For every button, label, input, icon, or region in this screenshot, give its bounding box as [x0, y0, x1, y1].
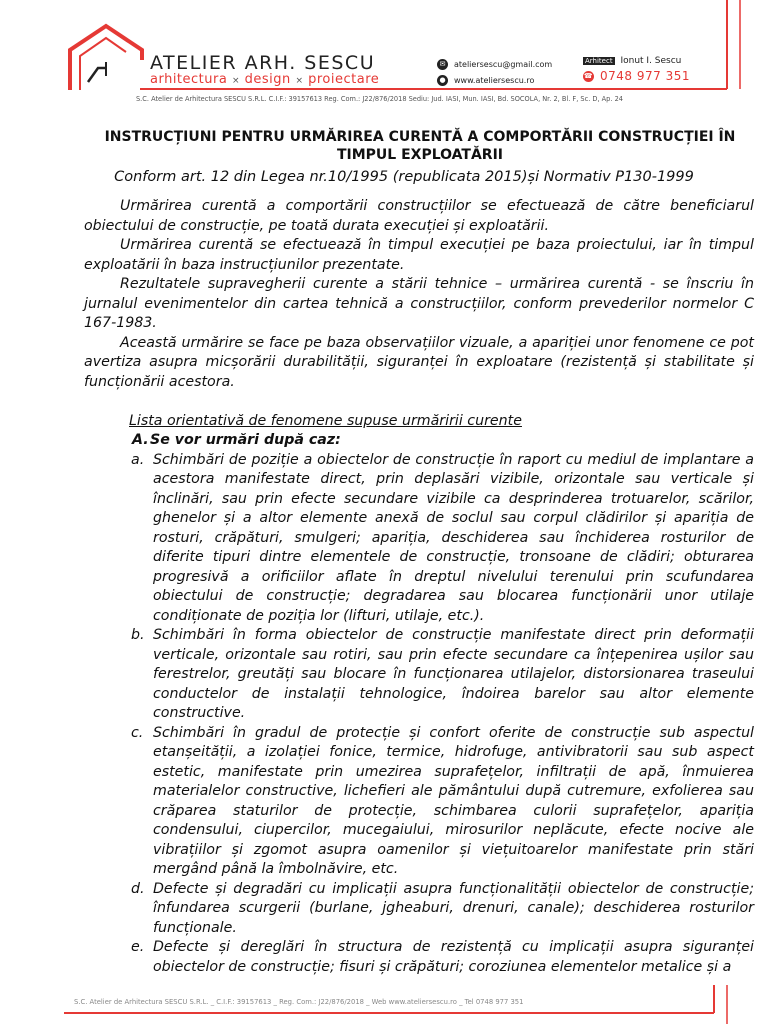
globe-icon: ●	[437, 75, 448, 86]
list-item	[84, 938, 754, 977]
list-item	[84, 880, 754, 939]
phone-icon: ☎	[583, 72, 594, 80]
paragraph: Rezultatele supravegherii curente a stării tehnice – urmărirea curentă - se înscriu în jurnalul evenimentelor din cartea tehnică a construcțiilor, conform prevederilor normelor C 167-1983.	[84, 276, 754, 331]
list-marker: d.	[131, 880, 145, 897]
tagline-architecture: arhitectura	[150, 72, 228, 87]
list-marker: e.	[131, 939, 145, 955]
company-info: S.C. Atelier de Arhitectura SESCU S.R.L. C.I.F.: 39157613 Reg. Com.: J22/876/2018 Sediu: Jud. IASI, Mun. IASI, Bd. SOCOLA, Nr. 2, Bl. F, Sc. D, Ap. 24	[136, 95, 623, 103]
list-item	[84, 626, 754, 724]
list-item	[84, 451, 754, 627]
footer-info: S.C. Atelier de Arhitectura SESCU S.R.L. _ C.I.F.: 39157613 _ Reg. Com.: J22/876/2018 _ Web www.ateliersescu.ro _ Tel 0748 977 351	[74, 998, 524, 1006]
list-item-text: Defecte și dereglări în structura de rezistență cu implicații asupra siguranței obiectelor de construcție; fisuri și crăpături; coroziunea elementelor metalice și a	[153, 939, 754, 975]
section-label: Se vor urmări după caz:	[150, 432, 341, 448]
house-logo-icon	[66, 22, 156, 92]
document-subtitle: Conform art. 12 din Legea nr.10/1995 (republicata 2015)și Normativ P130-1999	[114, 169, 694, 185]
list-marker: c.	[131, 724, 144, 741]
document-title	[100, 128, 740, 164]
tagline-proiectare: proiectare	[308, 72, 380, 87]
tagline-design: design	[244, 72, 291, 87]
email-icon: ✉	[437, 59, 448, 70]
list-item-text: Schimbări de poziție a obiectelor de construcție în raport cu mediul de implantare a acestora manifestate direct, prin deplasări vizibile, orizontale sau verticale și înclinări, sau prin efecte secundare vizibile ca desprinderea trotuarelor, scărilor, ghenelor și a altor elemente anexă de soclul sau corpul clădirilor și apariția de rosturi, crăpături, smulgeri; apariția, deschiderea sau închiderea rosturilor de diferite tipuri dintre elementele de construcție, tronsoane de clădiri; obturarea progresivă a orificiilor aflate în dreptul nivelului terenului prin scufundarea obiectului de construcție; degradarea sau blocarea funcționării unor utilaje condiționate de poziția lor (lifturi, utilaje, etc.).	[153, 451, 754, 624]
list-item-text: Schimbări în forma obiectelor de construcție manifestate direct prin deformații verticale, orizontale sau rotiri, sau prin efecte secundare ca înțepenirea ușilor sau ferestrelor, greutăți sau blocare în funcționarea utilajelor, distorsionarea traseului conductelor de instalații tehnologice, îndoirea barelor sau altor elemente constructive.	[153, 627, 754, 721]
paragraph: Urmărirea curentă a comportării construcțiilor se efectuează de către beneficiarul obiectului de construcție, pe toată durata execuției și exploatării.	[84, 198, 754, 234]
phone-row	[583, 69, 690, 83]
section-marker: A.	[132, 432, 149, 448]
architect-name: Ionut I. Sescu	[620, 56, 682, 66]
title-line-1: INSTRUCȚIUNI PENTRU URMĂRIREA CURENTĂ A COMPORTĂRII CONSTRUCȚIEI ÎN	[104, 129, 736, 145]
paragraph: Această urmărire se face pe baza observațiilor vizuale, a apariției unor fenomene ce pot avertiza asupra micșorării durabilității, siguranței în exploatare (rezistență și stabilitate și funcționării acestora.	[84, 334, 754, 390]
list-marker: a.	[131, 451, 145, 468]
website-row	[437, 72, 552, 88]
section-a	[84, 431, 754, 451]
document-body	[84, 197, 754, 977]
title-line-2: TIMPUL EXPLOATĂRII	[336, 147, 503, 163]
phone-text: 0748 977 351	[600, 69, 690, 83]
brand-block	[150, 52, 379, 87]
website-text: www.ateliersescu.ro	[454, 75, 535, 85]
brand-name: ATELIER ARH. SESCU	[150, 52, 376, 74]
brand-tagline	[150, 72, 379, 87]
list-marker: b.	[131, 627, 145, 643]
list-heading: Lista orientativă de fenomene supuse urmăririi curente	[129, 412, 522, 429]
email-row	[437, 56, 552, 72]
list-item	[84, 724, 754, 880]
list-item-text: Schimbări în gradul de protecție și confort oferite de construcție sub aspectul etanșeității, a izolației fonice, termice, hidrofuge, antivibratorii sau sub aspect estetic, manifestate prin umezirea suprafețelor, infiltrații de apă, înmuierea materialelor constructive, lichefieri ale pământului după cutremure, exfolierea sau crăparea staturilor de protecție, schimbarea culorii suprafețelor, apariția condensului, ciupercilor, mucegaiului, mirosurilor neplăcute, efecte nocive ale vibrațiilor și zgomot asupra oamenilor și viețuitoarelor manifestate prin stări mergând până la îmbolnăvire, etc.	[153, 724, 754, 877]
list-item-text: Defecte și degradări cu implicații asupra funcționalității obiectelor de construcție; înfundarea scurgerii (burlane, jgheaburi, drenuri, canale); deschiderea rosturilor funcționale.	[153, 880, 754, 936]
tagline-separator: ×	[295, 76, 304, 86]
tagline-separator: ×	[231, 76, 241, 86]
paragraph: Urmărirea curentă se efectuează în timpul execuției pe baza proiectului, iar în timpul exploatării în baza instrucțiunilor prezentate.	[84, 237, 754, 273]
architect-tag: Arhitect	[585, 57, 613, 65]
contact-block	[437, 56, 552, 88]
architect-block	[583, 56, 690, 83]
email-text: ateliersescu@gmail.com	[454, 59, 553, 69]
